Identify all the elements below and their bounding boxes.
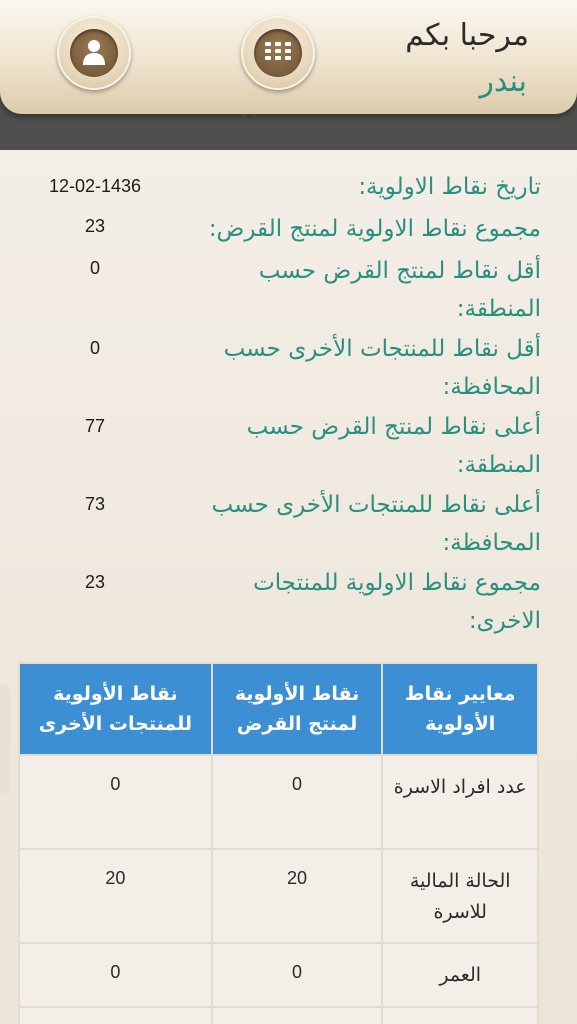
- info-label: أعلى نقاط للمنتجات الأخرى حسب المحافظة:: [211, 492, 541, 556]
- cell-loan-points: 0: [213, 944, 382, 1006]
- table-row: [20, 944, 537, 1006]
- info-label: أقل نقاط لمنتج القرض حسب المنطقة:: [258, 258, 541, 322]
- info-row-loan-total: [0, 208, 577, 250]
- info-row-loan-max: [0, 408, 577, 486]
- info-value: 23: [84, 572, 106, 592]
- info-label: تاريخ نقاط الاولوية:: [358, 174, 541, 200]
- header-other-products: نقاط الأولوية للمنتجات الأخرى: [20, 664, 211, 754]
- cell-other-points: [20, 1008, 211, 1024]
- priority-criteria-table: [18, 662, 539, 1024]
- info-value: 0: [89, 258, 100, 278]
- cell-other-points: 0: [20, 756, 211, 848]
- cell-loan-points: [213, 1008, 382, 1024]
- info-row-other-max: [0, 486, 577, 564]
- info-row-loan-min: [0, 250, 577, 330]
- cell-criteria: عدد افراد الاسرة: [383, 756, 537, 848]
- info-value: 23: [84, 216, 106, 236]
- info-row-date: [0, 168, 577, 208]
- info-value: 73: [84, 494, 106, 514]
- info-label: أعلى نقاط لمنتج القرض حسب المنطقة:: [246, 414, 541, 478]
- side-drawer-handle[interactable]: [0, 684, 10, 794]
- profile-button[interactable]: [57, 16, 131, 90]
- cell-other-points: 0: [20, 944, 211, 1006]
- info-label: مجموع نقاط الاولوية لمنتج القرض:: [208, 216, 541, 242]
- table-header-row: [20, 664, 537, 754]
- cell-loan-points: 20: [213, 850, 382, 942]
- user-profile-icon: [82, 39, 106, 65]
- info-row-other-total: [0, 564, 577, 644]
- info-row-other-min: [0, 330, 577, 408]
- priority-table-container: [18, 662, 539, 1024]
- cell-criteria: العمر: [383, 944, 537, 1006]
- header-criteria: معايير نقاط الأولوية: [383, 664, 537, 754]
- info-value: 77: [84, 416, 106, 436]
- info-value: 0: [89, 338, 100, 358]
- menu-button[interactable]: [241, 16, 315, 90]
- cell-criteria: [383, 1008, 537, 1024]
- table-row: [20, 1008, 537, 1024]
- table-row: [20, 756, 537, 848]
- grid-menu-icon: [265, 42, 291, 62]
- info-label: أقل نقاط للمنتجات الأخرى حسب المحافظة:: [223, 336, 541, 400]
- table-row: [20, 850, 537, 942]
- app-header: [0, 0, 577, 114]
- cell-loan-points: 0: [213, 756, 382, 848]
- username-text: بندر: [479, 64, 527, 99]
- info-label: مجموع نقاط الاولوية للمنتجات الاخرى:: [253, 570, 541, 634]
- info-value: 12-02-1436: [48, 176, 142, 196]
- cell-criteria: الحالة المالية للاسرة: [383, 850, 537, 942]
- priority-info-list: [0, 168, 577, 644]
- greeting-text: مرحبا بكم: [405, 18, 529, 53]
- cell-other-points: 20: [20, 850, 211, 942]
- header-loan-product: نقاط الأولوية لمنتج القرض: [213, 664, 382, 754]
